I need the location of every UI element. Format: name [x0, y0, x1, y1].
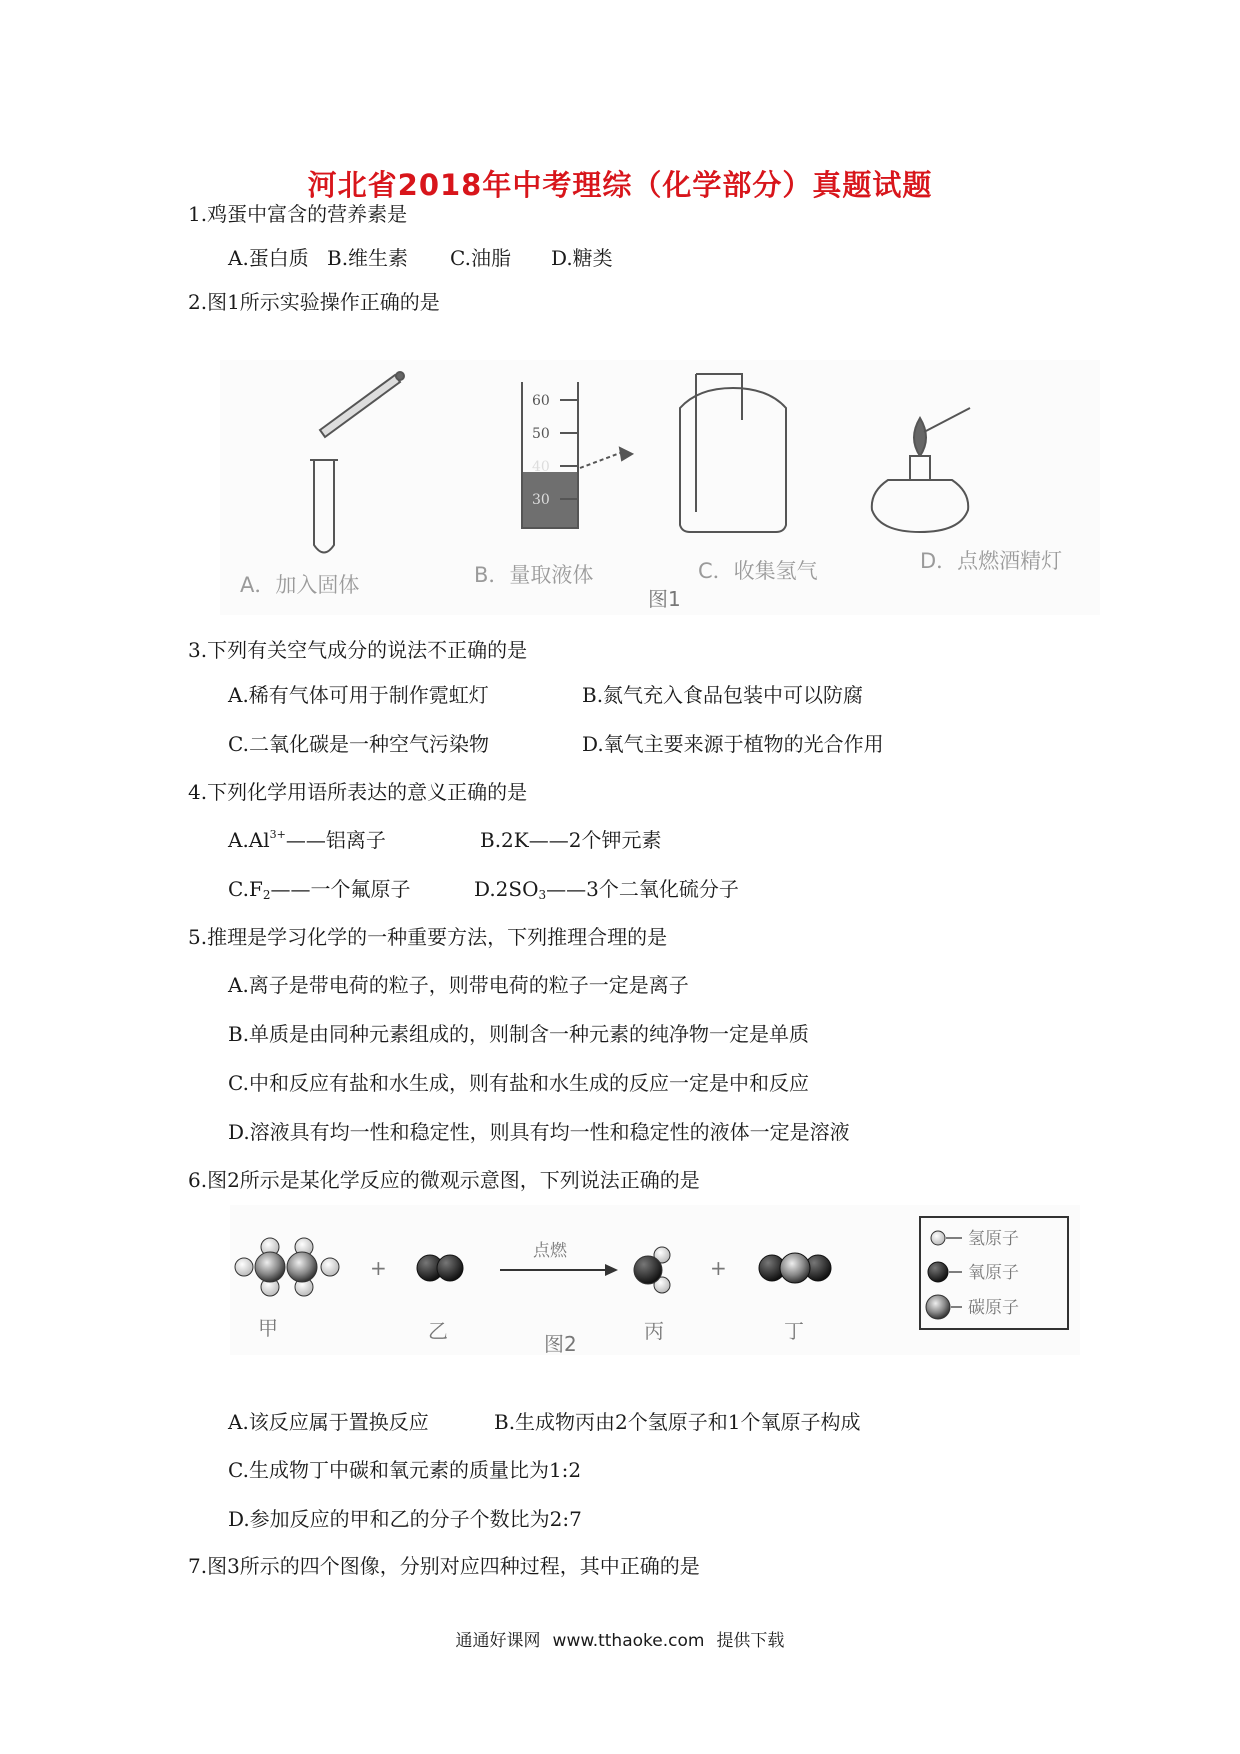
question-7-stem: 7.图3所示的四个图像，分别对应四种过程，其中正确的是 [188, 1554, 700, 1578]
q4-d-subscript: 3 [538, 888, 547, 902]
legend-oxygen-icon [928, 1262, 948, 1282]
footer [0, 1626, 1240, 1651]
figure-2-plus-1: + [370, 1256, 387, 1280]
q1-option-d: D.糖类 [551, 246, 613, 270]
question-5-stem: 5.推理是学习化学的一种重要方法，下列推理合理的是 [188, 925, 668, 949]
q4-c-subscript: 2 [262, 888, 271, 902]
cylinder-tick-40: 40 [532, 459, 550, 475]
q3-option-a: A.稀有气体可用于制作霓虹灯 [228, 683, 489, 707]
q4-d-symbol: D.2SO [474, 877, 539, 901]
figure-2-label-yi: 乙 [428, 1319, 448, 1343]
q1-option-a: A.蛋白质 [228, 246, 309, 270]
figure-2-caption: 图2 [544, 1332, 577, 1355]
page-title: 河北省2018年中考理综（化学部分）真题试题 [307, 168, 933, 202]
q4-a-meaning: ——铝离子 [285, 828, 386, 852]
q6-option-d: D.参加反应的甲和乙的分子个数比为2:7 [228, 1507, 582, 1531]
q5-option-d: D.溶液具有均一性和稳定性，则具有均一性和稳定性的液体一定是溶液 [228, 1120, 850, 1144]
footer-site: 通通好课网 [455, 1631, 541, 1651]
question-2-stem: 2.图1所示实验操作正确的是 [188, 290, 440, 314]
q4-option-c [228, 877, 410, 901]
q4-c-meaning: ——一个氟原子 [270, 877, 411, 901]
figure-1-label-a: A．加入固体 [240, 573, 360, 597]
reaction-condition: 点燃 [533, 1241, 567, 1261]
legend-carbon-icon [926, 1295, 950, 1319]
figure-1-label-c: C．收集氢气 [698, 559, 818, 583]
figure-2-plus-2: + [710, 1256, 727, 1280]
q5-option-c: C.中和反应有盐和水生成，则有盐和水生成的反应一定是中和反应 [228, 1071, 809, 1095]
legend-oxygen-label: 氧原子 [968, 1263, 1019, 1283]
legend-carbon-label: 碳原子 [968, 1298, 1019, 1318]
q4-c-symbol: C.F [228, 877, 263, 901]
figure-1-label-d: D．点燃酒精灯 [920, 549, 1063, 573]
cylinder-tick-60: 60 [532, 393, 550, 409]
q4-d-meaning: ——3个二氧化硫分子 [546, 877, 739, 901]
q3-option-b: B.氮气充入食品包装中可以防腐 [582, 683, 864, 707]
q5-option-a: A.离子是带电荷的粒子，则带电荷的粒子一定是离子 [228, 973, 689, 997]
molecule-ding-icon [759, 1253, 831, 1283]
cylinder-tick-30: 30 [532, 492, 550, 508]
q4-a-charge: 3+ [269, 828, 286, 841]
q4-option-b: B.2K——2个钾元素 [480, 828, 662, 852]
q6-option-c: C.生成物丁中碳和氧元素的质量比为1:2 [228, 1458, 582, 1482]
footer-url[interactable]: www.tthaoke.com [552, 1631, 705, 1651]
legend-hydrogen-label: 氢原子 [968, 1229, 1019, 1249]
q4-a-symbol: A.Al [228, 828, 270, 852]
figure-2 [230, 1205, 1080, 1355]
cylinder-tick-50: 50 [532, 426, 550, 442]
q1-option-b: B.维生素 [327, 246, 409, 270]
q1-option-c: C.油脂 [450, 246, 511, 270]
q3-option-c: C.二氧化碳是一种空气污染物 [228, 732, 489, 756]
question-3-stem: 3.下列有关空气成分的说法不正确的是 [188, 638, 528, 662]
figure-1-caption: 图1 [648, 587, 681, 611]
q5-option-b: B.单质是由同种元素组成的，则制含一种元素的纯净物一定是单质 [228, 1022, 810, 1046]
figure-2-label-bing: 丙 [644, 1319, 664, 1343]
figure-1 [220, 360, 1100, 615]
question-1-stem: 1.鸡蛋中富含的营养素是 [188, 202, 408, 226]
q4-option-d [474, 877, 739, 901]
question-6-stem: 6.图2所示是某化学反应的微观示意图，下列说法正确的是 [188, 1168, 700, 1192]
legend-hydrogen-icon [931, 1231, 945, 1245]
q3-option-d: D.氧气主要来源于植物的光合作用 [582, 732, 884, 756]
q6-option-b: B.生成物丙由2个氢原子和1个氧原子构成 [494, 1410, 861, 1434]
question-4-stem: 4.下列化学用语所表达的意义正确的是 [188, 780, 528, 804]
q6-option-a: A.该反应属于置换反应 [228, 1410, 429, 1434]
figure-2-label-jia: 甲 [258, 1316, 278, 1340]
q4-option-a [228, 828, 386, 852]
footer-note: 提供下载 [716, 1631, 785, 1651]
figure-1-label-b: B．量取液体 [474, 563, 594, 587]
figure-2-label-ding: 丁 [784, 1319, 804, 1343]
